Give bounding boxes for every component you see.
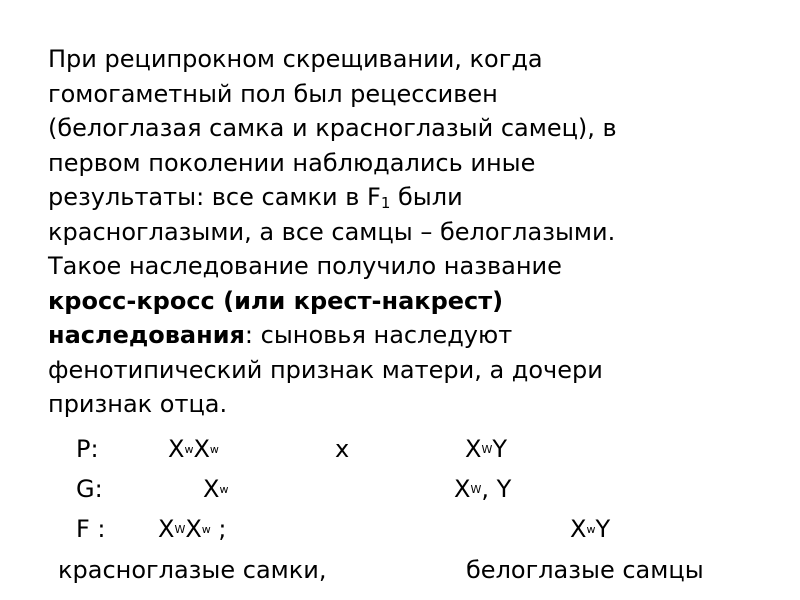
gametes-male	[454, 474, 511, 504]
text-line: При реципрокном скрещивании, когда	[48, 45, 543, 73]
text-line: признак отца.	[48, 390, 228, 418]
text-line	[48, 180, 617, 215]
term-inheritance: наследования	[48, 321, 245, 349]
chromosome-y: Y	[595, 515, 611, 543]
separator: ;	[210, 515, 227, 543]
text-fragment: результаты: все самки в F	[48, 183, 381, 211]
allele-superscript: w	[201, 523, 211, 536]
phenotype-female: красноглазые самки,	[58, 556, 327, 584]
chromosome-x: X	[465, 435, 482, 463]
chromosome-x: X	[193, 435, 210, 463]
offspring-label: F :	[76, 515, 106, 543]
paragraph-criss-cross	[48, 249, 603, 422]
parents-label: P:	[76, 435, 99, 463]
allele-superscript: w	[219, 483, 229, 496]
allele-superscript: w	[586, 523, 596, 536]
allele-superscript: w	[209, 443, 219, 456]
allele-superscript: W	[481, 443, 493, 456]
text-fragment: были	[390, 183, 463, 211]
parent-male-genotype	[465, 434, 507, 464]
offspring-female-genotype	[158, 514, 227, 544]
gamete-female	[203, 474, 228, 504]
text-line: первом поколении наблюдались иные	[48, 148, 536, 177]
offspring-male-genotype	[570, 514, 610, 544]
chromosome-y: Y	[492, 435, 508, 463]
gametes-label: G:	[76, 475, 103, 503]
allele-superscript: W	[470, 483, 482, 496]
allele-superscript: W	[174, 523, 186, 536]
chromosome-x: X	[185, 515, 202, 543]
cross-symbol: x	[335, 435, 350, 463]
term-criss-cross: кросс-кросс (или крест-накрест)	[48, 286, 504, 315]
text-line	[48, 318, 603, 353]
chromosome-x: X	[454, 475, 471, 503]
text-line: красноглазыми, а все самцы – белоглазыми.	[48, 217, 616, 246]
parent-female-genotype	[168, 434, 219, 464]
text-line: гомогаметный пол был рецессивен	[48, 79, 498, 108]
gamete-y: , Y	[481, 475, 512, 503]
text-line: фенотипический признак матери, а дочери	[48, 355, 603, 384]
chromosome-x: X	[570, 515, 587, 543]
text-line: Такое наследование получило название	[48, 252, 562, 280]
chromosome-x: X	[203, 475, 220, 503]
text-line: (белоглазая самка и красноглазый самец), в	[48, 114, 617, 142]
chromosome-x: X	[168, 435, 185, 463]
paragraph-reciprocal-cross	[48, 42, 617, 249]
chromosome-x: X	[158, 515, 175, 543]
phenotype-male: белоглазые самцы	[466, 556, 704, 584]
text-fragment: : сыновья наследуют	[244, 321, 513, 349]
allele-superscript: w	[184, 443, 194, 456]
subscript-generation: 1	[380, 194, 391, 212]
